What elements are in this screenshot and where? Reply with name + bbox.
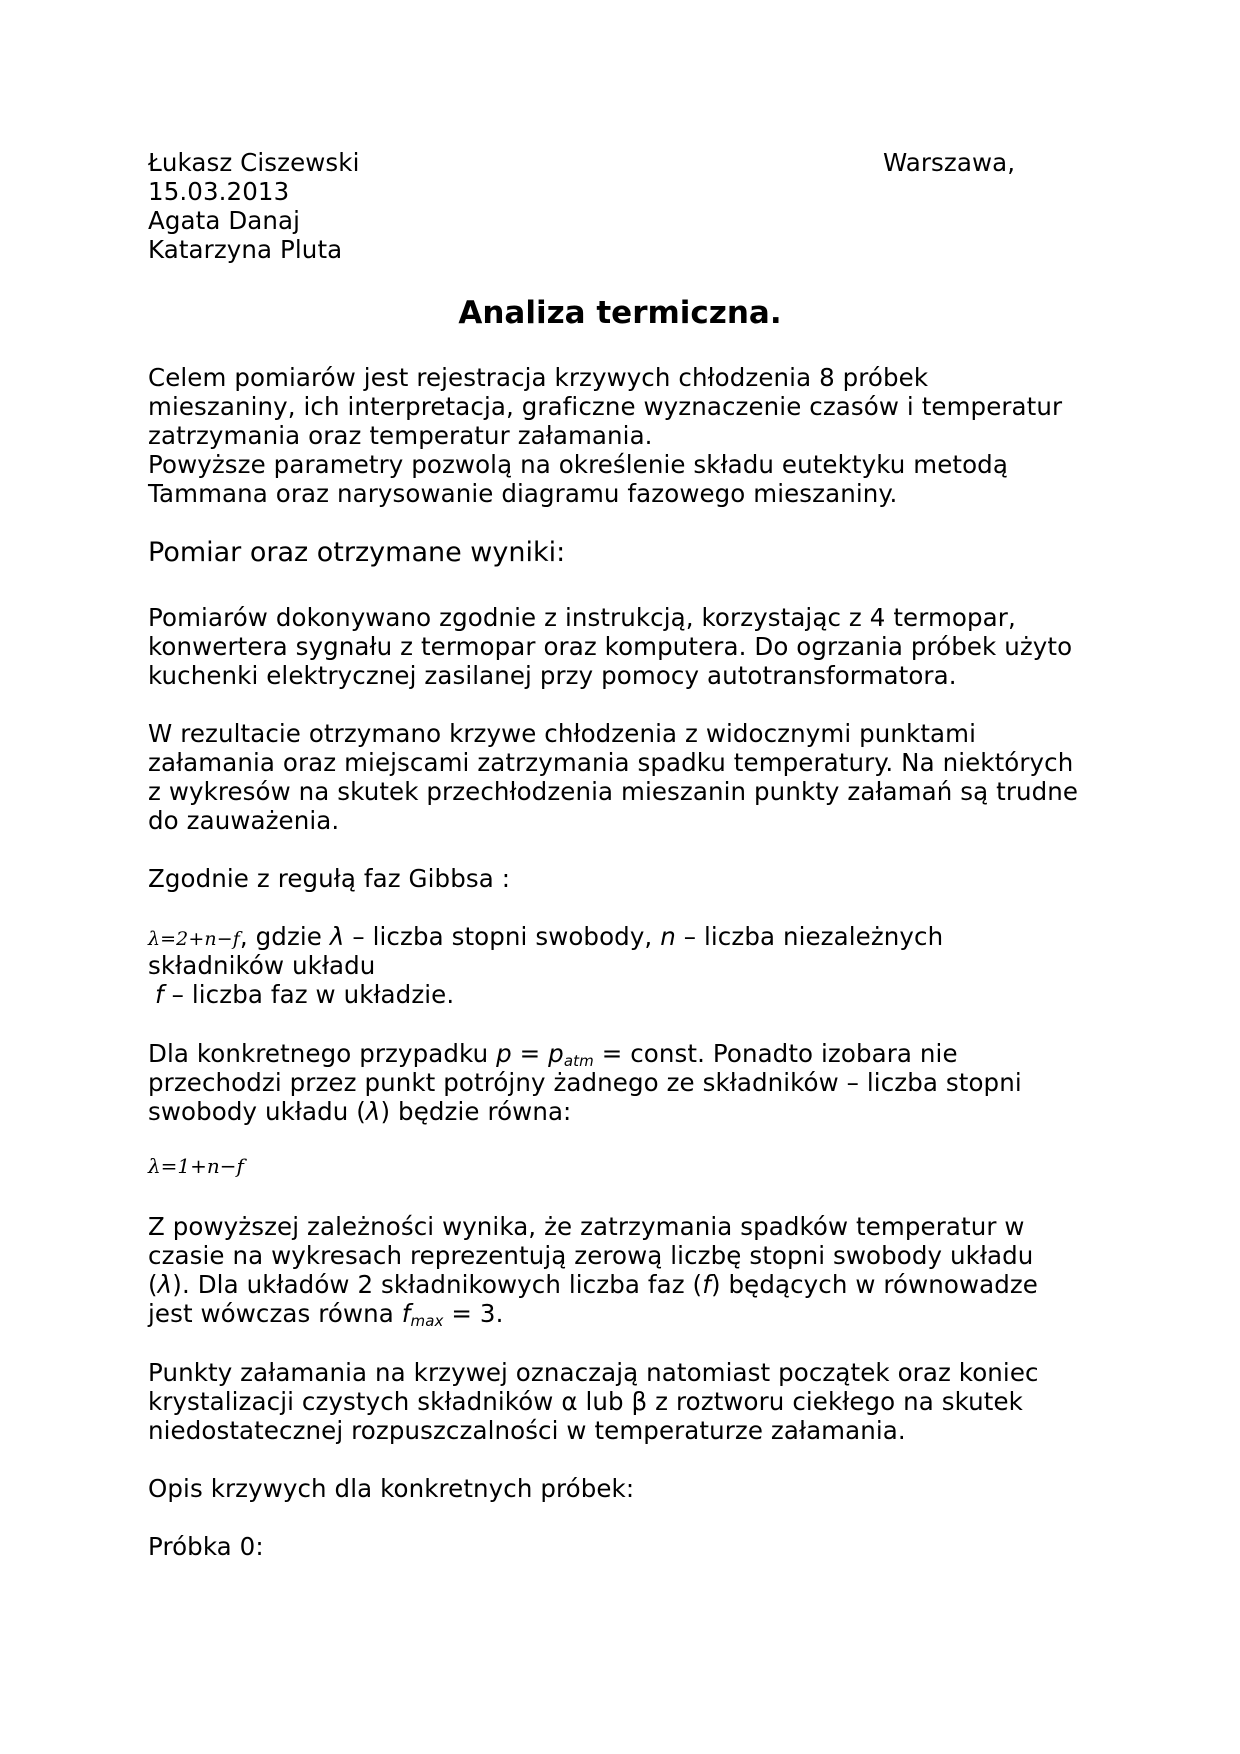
p5-line-2: krystalizacji czystych składników α lub β z roztworu ciekłego na skutek — [148, 1387, 1023, 1416]
p4-line-1: Z powyższej zależności wynika, że zatrzymania spadków temperatur w — [148, 1212, 1025, 1241]
intro-line-4: Powyższe parametry pozwolą na określenie składu eutektyku metodą — [148, 450, 1008, 479]
gibbs-comma: , — [239, 922, 248, 951]
gibbs-formula: λ=2+n−f — [148, 928, 240, 950]
p5-line-1: Punkty załamania na krzywej oznaczają natomiast początek oraz koniec — [148, 1358, 1039, 1387]
p3-text-c: swobody układu ( — [148, 1097, 366, 1126]
intro-line-1: Celem pomiarów jest rejestracja krzywych chłodzenia 8 próbek — [148, 363, 929, 392]
page-title: Analiza termiczna. — [458, 295, 782, 331]
p4-text-c: ) będących w równowadze — [710, 1270, 1038, 1299]
gibbs-formula-line — [148, 922, 943, 954]
p3-line-3 — [148, 1097, 571, 1126]
f-symbol: f — [155, 980, 164, 1009]
p4-text-b: ). Dla układów 2 składnikowych liczba faz ( — [172, 1270, 703, 1299]
gibbs-text-2: – liczba stopni swobody, — [344, 922, 661, 951]
atm-subscript: atm — [563, 1052, 594, 1070]
gibbs-text-1: gdzie — [247, 922, 330, 951]
author-3: Katarzyna Pluta — [148, 235, 343, 264]
fmax-symbol: f — [401, 1299, 411, 1328]
p-symbol: p — [496, 1039, 512, 1068]
gibbs-intro: Zgodnie z regułą faz Gibbsa : — [148, 864, 511, 893]
p2-line-1: W rezultacie otrzymano krzywe chłodzenia z widocznymi punktami — [148, 719, 977, 748]
p4-line-4 — [148, 1299, 504, 1336]
p3-text-d: ) będzie równa: — [380, 1097, 572, 1126]
p3-text-a: Dla konkretnego przypadku — [148, 1039, 497, 1068]
p2-line-3: z wykresów na skutek przechłodzenia mieszanin punkty załamań są trudne — [148, 777, 1079, 806]
max-subscript: max — [410, 1312, 444, 1330]
curves-intro: Opis krzywych dla konkretnych próbek: — [148, 1474, 635, 1503]
sample-0-label: Próbka 0: — [148, 1532, 264, 1561]
p4-line-2: czasie na wykresach reprezentują zerową liczbę stopni swobody układu — [148, 1241, 1034, 1270]
section-heading: Pomiar oraz otrzymane wyniki: — [148, 537, 566, 568]
author-2: Agata Danaj — [148, 206, 301, 235]
p1-line-2: konwertera sygnału z termopar oraz komputera. Do ogrzania próbek użyto — [148, 632, 1073, 661]
p1-line-3: kuchenki elektrycznej zasilanej przy pomocy autotransformatora. — [148, 661, 957, 690]
formula-2: λ=1+n−f — [148, 1154, 244, 1178]
date: 15.03.2013 — [148, 177, 290, 206]
gibbs-text-3: – liczba niezależnych — [675, 922, 944, 951]
p3-eq: = — [511, 1039, 549, 1068]
n-symbol: n — [660, 922, 676, 951]
lambda-symbol-2: λ — [365, 1097, 381, 1126]
p4-text-d: jest wówczas równa — [148, 1299, 402, 1328]
p3-text-b: = const. Ponadto izobara nie — [593, 1039, 958, 1068]
p4-text-e: = 3. — [443, 1299, 504, 1328]
f-symbol-2: f — [702, 1270, 711, 1299]
p2-line-4: do zauważenia. — [148, 806, 340, 835]
lambda-symbol-3: λ — [157, 1270, 173, 1299]
p4-text-a: ( — [148, 1270, 158, 1299]
place: Warszawa, — [883, 148, 1016, 177]
intro-line-3: zatrzymania oraz temperatur załamania. — [148, 421, 653, 450]
p3-line-2: przechodzi przez punkt potrójny żadnego ze składników – liczba stopni — [148, 1068, 1022, 1097]
p2-line-2: załamania oraz miejscami zatrzymania spadku temperatury. Na niektórych — [148, 748, 1074, 777]
p5-line-3: niedostatecznej rozpuszczalności w temperaturze załamania. — [148, 1416, 906, 1445]
gibbs-line-2: składników układu — [148, 951, 376, 980]
gibbs-line-3 — [155, 980, 454, 1009]
intro-line-5: Tammana oraz narysowanie diagramu fazowego mieszaniny. — [148, 479, 898, 508]
p1-line-1: Pomiarów dokonywano zgodnie z instrukcją, korzystając z 4 termopar, — [148, 603, 1016, 632]
p-atm-symbol: p — [548, 1039, 564, 1068]
p4-line-3 — [148, 1270, 1038, 1299]
gibbs-line-3-text: – liczba faz w układzie. — [163, 980, 455, 1009]
intro-line-2: mieszaniny, ich interpretacja, graficzne wyznaczenie czasów i temperatur — [148, 392, 1063, 421]
author-1: Łukasz Ciszewski — [148, 148, 360, 177]
lambda-symbol: λ — [329, 922, 345, 951]
